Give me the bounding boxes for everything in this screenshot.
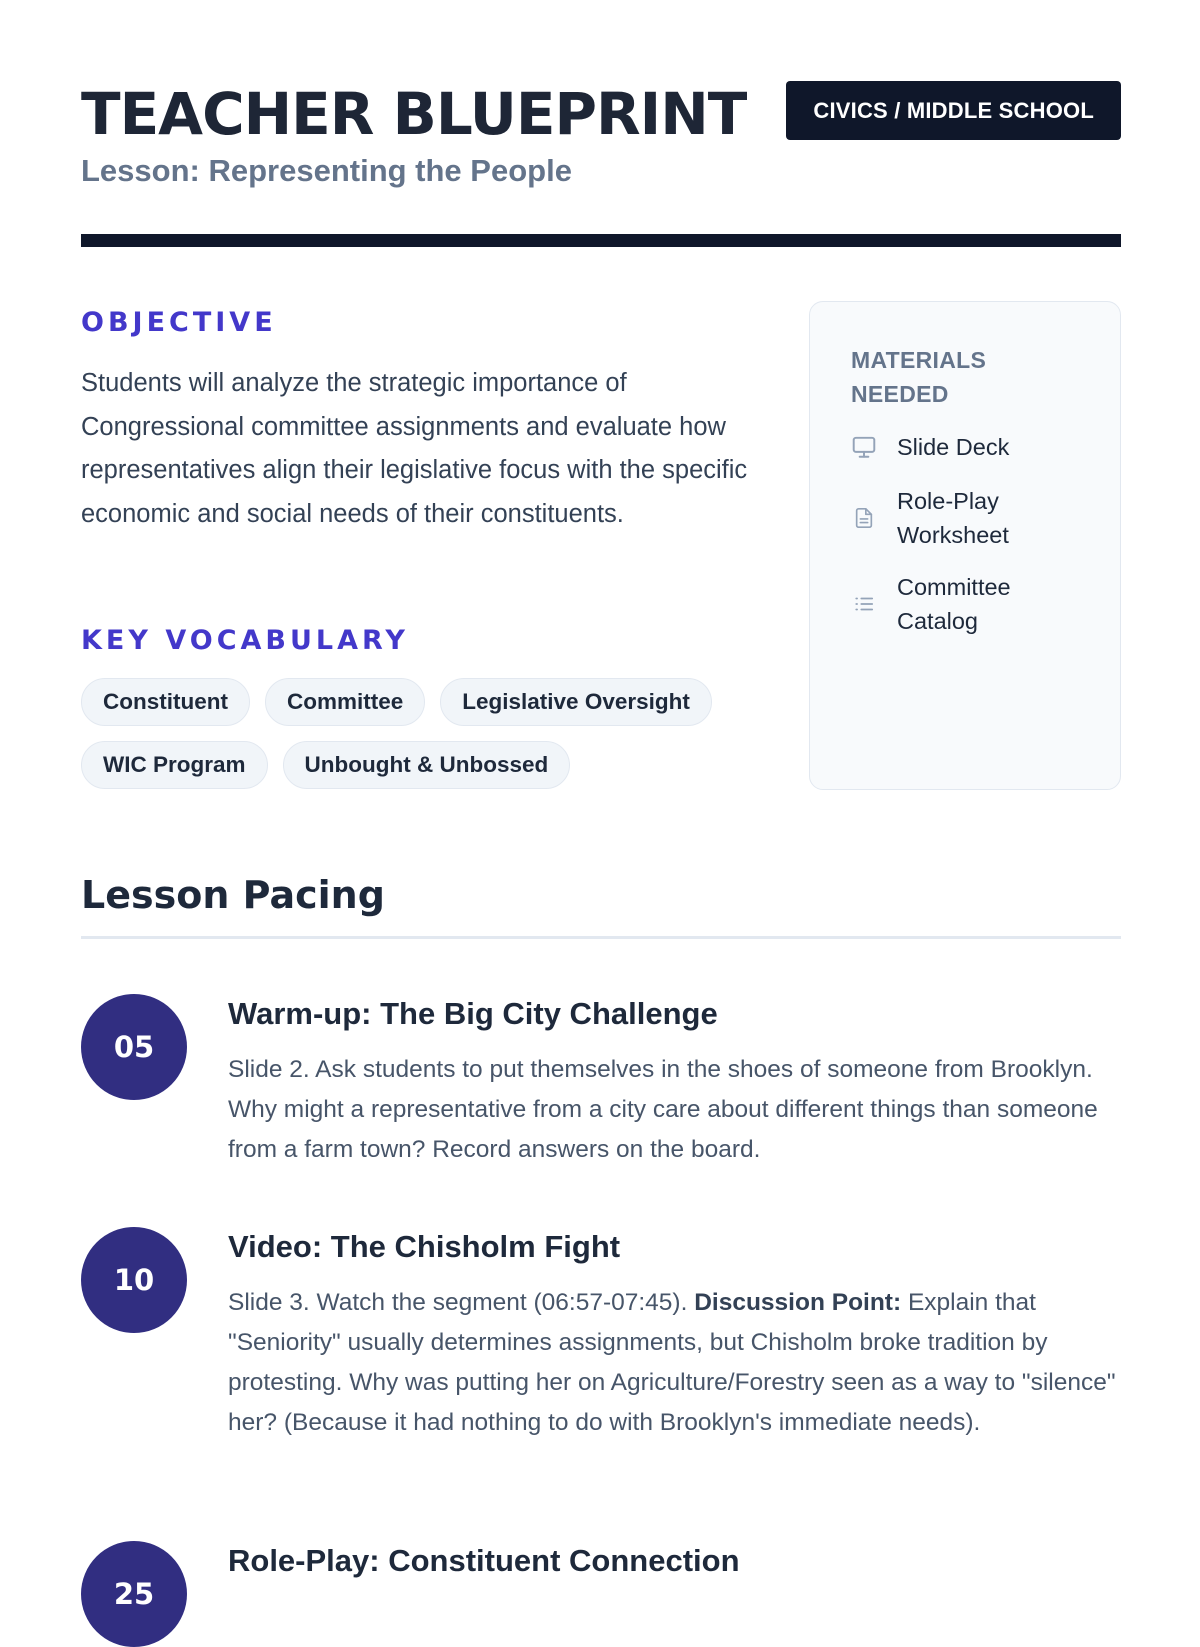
material-label: Committee Catalog bbox=[897, 574, 1011, 634]
list-icon bbox=[851, 591, 877, 617]
material-item-slide-deck bbox=[851, 430, 1091, 464]
material-item-worksheet bbox=[851, 484, 1091, 552]
step-title: Role-Play: Constituent Connection bbox=[228, 1543, 740, 1578]
materials-card bbox=[809, 301, 1121, 790]
materials-heading: MATERIALS NEEDED bbox=[851, 347, 987, 407]
step-description-prefix: Slide 3. Watch the segment (06:57-07:45). bbox=[228, 1289, 695, 1316]
pacing-heading: Lesson Pacing bbox=[81, 873, 385, 917]
lesson-subtitle: Lesson: Representing the People bbox=[81, 153, 572, 188]
page-title: TEACHER BLUEPRINT bbox=[81, 80, 747, 148]
document-icon bbox=[851, 505, 877, 531]
objective-heading: OBJECTIVE bbox=[81, 307, 277, 338]
step-description bbox=[228, 1283, 1121, 1443]
step-minutes-badge: 05 bbox=[81, 994, 187, 1100]
vocab-chip-legislative-oversight: Legislative Oversight bbox=[440, 678, 712, 726]
vocab-chip-constituent: Constituent bbox=[81, 678, 250, 726]
vocabulary-list bbox=[81, 678, 761, 789]
step-title: Video: The Chisholm Fight bbox=[228, 1229, 621, 1264]
material-label: Role-Play Worksheet bbox=[897, 488, 1009, 548]
vocab-chip-committee: Committee bbox=[265, 678, 425, 726]
pacing-divider bbox=[81, 936, 1121, 939]
objective-text: Students will analyze the strategic importance of Congressional committee assignments and evaluate how representatives align their legislative focus with the specific economic and social needs of their constituents. bbox=[81, 369, 748, 528]
monitor-icon bbox=[851, 434, 877, 460]
step-minutes-badge: 10 bbox=[81, 1227, 187, 1333]
step-title: Warm-up: The Big City Challenge bbox=[228, 996, 718, 1031]
vocabulary-heading: KEY VOCABULARY bbox=[81, 625, 409, 656]
lesson-page bbox=[81, 0, 1121, 810]
material-item-catalog bbox=[851, 570, 1091, 638]
vocab-chip-wic-program: WIC Program bbox=[81, 741, 268, 789]
header bbox=[81, 0, 1121, 250]
material-label: Slide Deck bbox=[897, 434, 1010, 460]
step-minutes-badge: 25 bbox=[81, 1541, 187, 1647]
discussion-point-label: Discussion Point: bbox=[694, 1289, 902, 1316]
header-divider bbox=[81, 234, 1121, 247]
subject-badge: CIVICS / MIDDLE SCHOOL bbox=[786, 81, 1121, 140]
step-description: Slide 2. Ask students to put themselves in the shoes of someone from Brooklyn. Why might a representative from a city care about different things than someone from a farm town? Record answers on the board. bbox=[228, 1056, 1098, 1163]
overview-section bbox=[81, 250, 1121, 810]
step-description-suffix: Explain that "Seniority" usually determines assignments, but Chisholm broke tradition by protesting. Why was putting her on Agriculture/Forestry seen as a way to "silence" her? (Because it had nothing to do with Brooklyn's immediate needs). bbox=[228, 1289, 1116, 1436]
vocab-chip-unbought-unbossed: Unbought & Unbossed bbox=[283, 741, 571, 789]
